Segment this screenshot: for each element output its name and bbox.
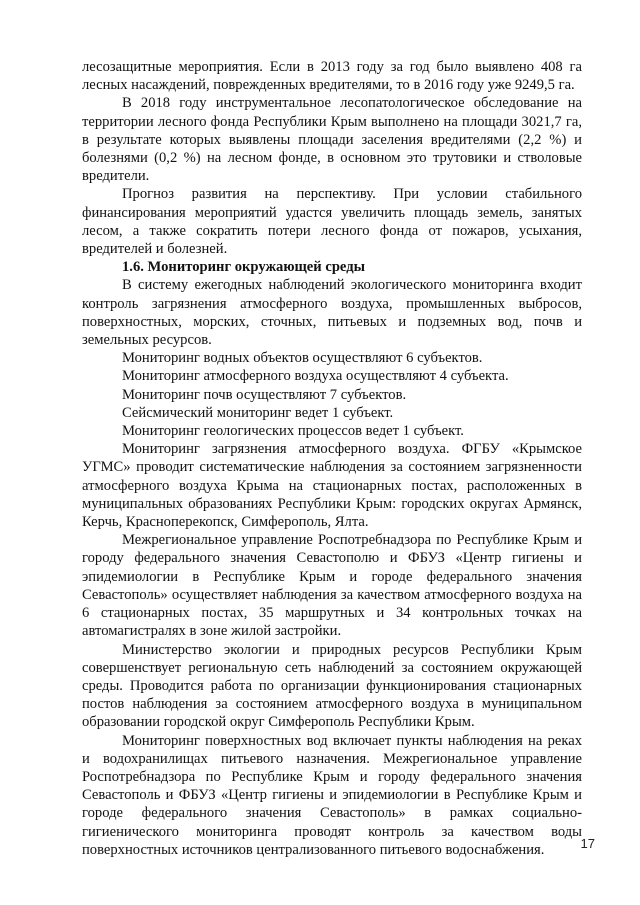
- paragraph: Мониторинг загрязнения атмосферного воздуха. ФГБУ «Крымское УГМС» проводит систематические наблюдения за состоянием загрязненности атмосферного воздуха Крыма на стационарных постах, расположенных в муниципальных образованиях Республики Крым: городских округах Армянск, Керчь, Красноперекопск, Симферополь, Ялта.: [82, 441, 582, 531]
- paragraph: Сейсмический мониторинг ведет 1 субъект.: [122, 404, 394, 421]
- paragraph: Прогноз развития на перспективу. При условии стабильного финансирования мероприятий удастся увеличить площадь земель, занятых лесом, а также сократить потери лесного фонда от пожаров, усыхания, вредителей и болезней.: [82, 186, 582, 258]
- page-number: 17: [580, 836, 595, 851]
- paragraph: В 2018 году инструментальное лесопатологическое обследование на территории лесного фонда Республики Крым выполнено на площади 3021,7 га, в результате которых выявлены площади заселения вредителями (2,2 %) и болезнями (0,2 %) на лесном фонде, в основном это трутовики и стволовые вредители.: [82, 95, 582, 185]
- section-heading: 1.6. Мониторинг окружающей среды: [122, 259, 365, 276]
- document-body: [82, 58, 582, 859]
- paragraph: Мониторинг атмосферного воздуха осуществляют 4 субъекта.: [122, 368, 509, 385]
- paragraph: лесозащитные мероприятия. Если в 2013 году за год было выявлено 408 га лесных насаждений, поврежденных вредителями, то в 2016 году уже 9249,5 га.: [82, 59, 582, 94]
- paragraph: Межрегиональное управление Роспотребнадзора по Республике Крым и городу федерального значения Севастополю и ФБУЗ «Центр гигиены и эпидемиологии в Республике Крым и городе федерального значения Севастополь» осуществляет наблюдения за качеством атмосферного воздуха на 6 стационарных постах, 35 маршрутных и 34 контрольных точках на автомагистралях в зоне жилой застройки.: [82, 532, 582, 640]
- paragraph: Мониторинг поверхностных вод включает пункты наблюдения на реках и водохранилищах питьевого назначения. Межрегиональное управление Роспотребнадзора по Республике Крым и городу федерального значения Севастополь и ФБУЗ «Центр гигиены и эпидемиологии в Республике Крым и городе федерального значения Севастополь» в рамках социально-гигиенического мониторинга проводят контроль за качеством воды поверхностных источников централизованного питьевого водоснабжения.: [82, 732, 582, 858]
- paragraph: В систему ежегодных наблюдений экологического мониторинга входит контроль загрязнения атмосферного воздуха, промышленных выбросов, поверхностных, морских, сточных, питьевых и подземных вод, почв и земельных ресурсов.: [82, 277, 582, 349]
- paragraph: Мониторинг геологических процессов ведет 1 субъект.: [122, 423, 464, 440]
- paragraph: Мониторинг водных объектов осуществляют 6 субъектов.: [122, 350, 483, 367]
- paragraph: Министерство экологии и природных ресурсов Республики Крым совершенствует региональную сеть наблюдений за состоянием окружающей среды. Проводится работа по организации функционирования стационарных постов наблюдения за состоянием атмосферного воздуха в муниципальном образовании городской округ Симферополь Республики Крым.: [82, 641, 582, 731]
- paragraph: Мониторинг почв осуществляют 7 субъектов.: [122, 386, 407, 403]
